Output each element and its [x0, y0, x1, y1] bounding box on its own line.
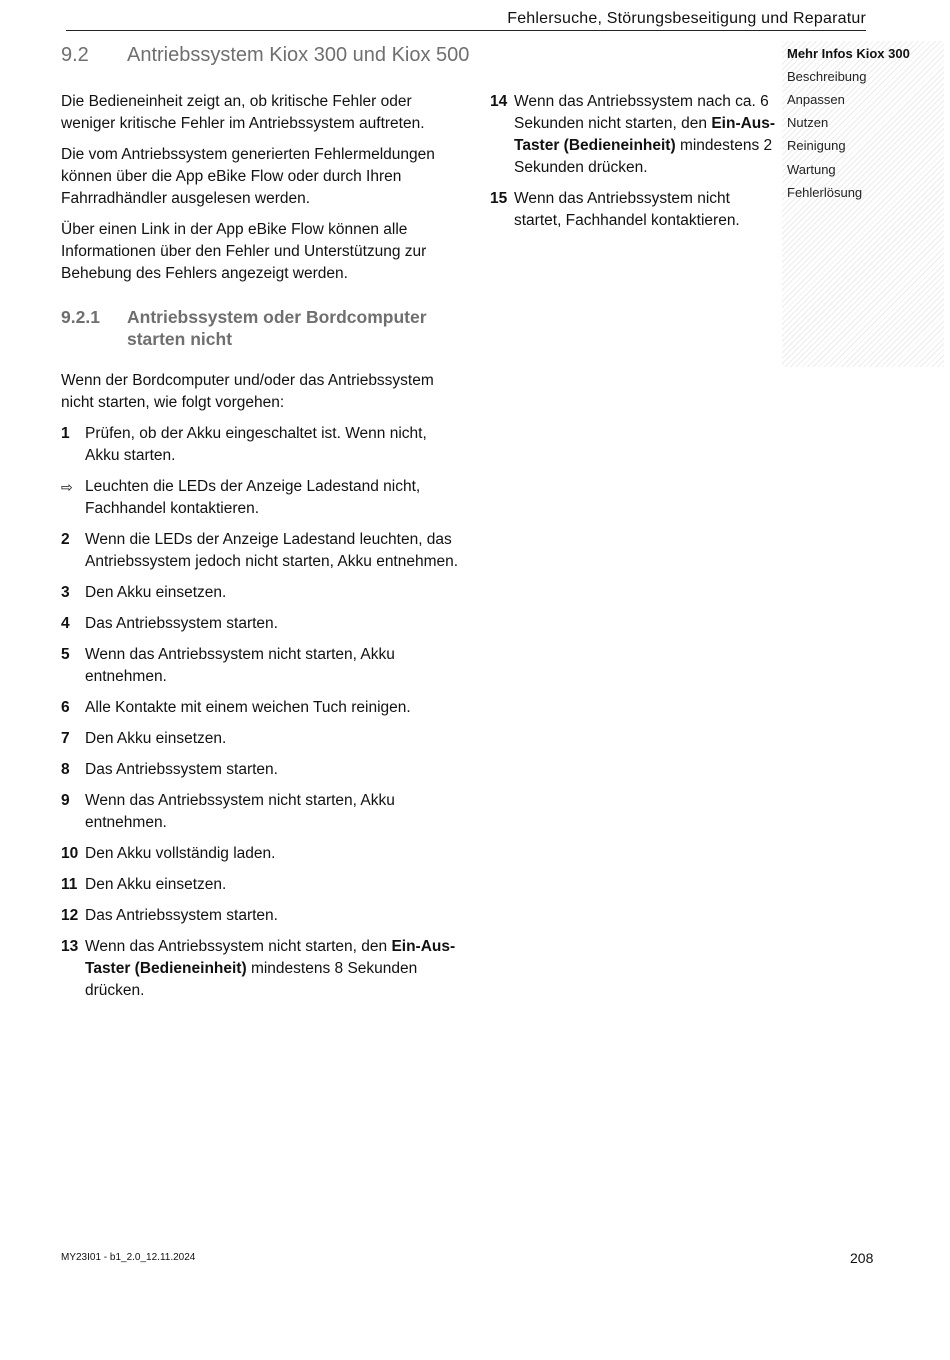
- step-text: Den Akku einsetzen.: [85, 730, 227, 747]
- footer-doc-id: MY23I01 - b1_2.0_12.11.2024: [61, 1252, 196, 1263]
- result-arrow-icon: ⇨: [61, 479, 73, 495]
- step-number: 12: [61, 907, 79, 924]
- step-number: 13: [61, 938, 79, 955]
- step-item: [61, 697, 461, 719]
- subsection-heading: [61, 306, 461, 350]
- step-text: Den Akku vollständig laden.: [85, 845, 276, 862]
- subsection-intro: Wenn der Bordcomputer und/oder das Antriebssystem nicht starten, wie folgt vorgehen:: [61, 372, 434, 411]
- intro-paragraph: Über einen Link in der App eBike Flow können alle Informationen über den Fehler und Unterstützung zur Behebung des Fehlers angezeigt werden.: [61, 221, 427, 282]
- step-text: Den Akku einsetzen.: [85, 876, 227, 893]
- section-number: 9.2: [61, 44, 89, 66]
- page-number: 208: [850, 1250, 874, 1266]
- step-text: Den Akku einsetzen.: [85, 584, 227, 601]
- step-text: Das Antriebssystem starten.: [85, 761, 278, 778]
- step-item: [61, 936, 461, 1002]
- step-text-part: mindestens 2 Sekunden drücken.: [514, 137, 773, 176]
- subsection-number: 9.2.1: [61, 307, 100, 327]
- step-item: [61, 790, 461, 834]
- step-item: [61, 423, 461, 467]
- step-text: [514, 91, 780, 179]
- button-name-emphasis: Ein-Aus-Taster (Bedieneinheit): [85, 938, 456, 977]
- step-item: [61, 644, 461, 688]
- step-text-part: Wenn das Antriebssystem nicht starten, den: [85, 938, 392, 955]
- sidebar-item-beschreibung[interactable]: Beschreibung: [787, 69, 867, 84]
- step-number: 4: [61, 615, 70, 632]
- step-text: Wenn das Antriebssystem nicht starten, Akku entnehmen.: [85, 646, 395, 685]
- button-name-emphasis: Ein-Aus-Taster (Bedieneinheit): [514, 115, 776, 154]
- step-text: Das Antriebssystem starten.: [85, 907, 278, 924]
- result-item: [61, 476, 461, 520]
- left-column: [61, 91, 461, 1011]
- step-number: 11: [61, 876, 78, 893]
- step-number: 7: [61, 730, 70, 747]
- step-number: 9: [61, 792, 70, 809]
- sidebar-item-nutzen[interactable]: Nutzen: [787, 115, 829, 130]
- header-title: Fehlersuche, Störungsbeseitigung und Reparatur: [507, 10, 866, 27]
- step-text: Wenn das Antriebssystem nicht starten, Akku entnehmen.: [85, 792, 395, 831]
- step-number: 15: [490, 190, 508, 207]
- section-heading: [61, 44, 469, 67]
- sidebar-item-mehr-infos[interactable]: Mehr Infos Kiox 300: [787, 46, 910, 61]
- sidebar-item-wartung[interactable]: Wartung: [787, 162, 836, 177]
- step-item: [61, 728, 461, 750]
- result-text: Leuchten die LEDs der Anzeige Ladestand nicht, Fachhandel kontaktieren.: [85, 478, 421, 517]
- step-item: [61, 843, 461, 865]
- step-number: 14: [490, 93, 508, 110]
- intro-paragraph: Die vom Antriebssystem generierten Fehlermeldungen können über die App eBike Flow oder durch Ihren Fahrradhändler ausgelesen werden.: [61, 146, 435, 207]
- subsection-title: Antriebssystem oder Bordcomputer starten nicht: [127, 307, 427, 349]
- step-item: [61, 613, 461, 635]
- sidebar-nav: [782, 41, 944, 367]
- step-text: Prüfen, ob der Akku eingeschaltet ist. Wenn nicht, Akku starten.: [85, 425, 427, 464]
- intro-paragraph: Die Bedieneinheit zeigt an, ob kritische Fehler oder weniger kritische Fehler im Antriebssystem auftreten.: [61, 93, 425, 132]
- sidebar-item-fehlerloesung[interactable]: Fehlerlösung: [787, 185, 863, 200]
- step-number: 8: [61, 761, 70, 778]
- right-column: [490, 91, 780, 241]
- step-item: [61, 874, 461, 896]
- step-text: Wenn das Antriebssystem nicht startet, Fachhandel kontaktieren.: [514, 190, 740, 229]
- step-item: [490, 91, 780, 179]
- sidebar-item-anpassen[interactable]: Anpassen: [787, 92, 845, 107]
- step-number: 3: [61, 584, 70, 601]
- step-number: 1: [61, 425, 70, 442]
- step-number: 2: [61, 531, 70, 548]
- step-text: Wenn die LEDs der Anzeige Ladestand leuchten, das Antriebssystem jedoch nicht starten, Akku entnehmen.: [85, 531, 459, 570]
- step-text: Alle Kontakte mit einem weichen Tuch reinigen.: [85, 699, 411, 716]
- step-number: 10: [61, 845, 79, 862]
- section-title: Antriebssystem Kiox 300 und Kiox 500: [127, 44, 470, 66]
- step-item: [490, 188, 780, 232]
- step-text: [85, 936, 461, 1002]
- step-text-part: Wenn das Antriebssystem nach ca. 6 Sekunden nicht starten, den: [514, 93, 769, 132]
- step-text-part: mindestens 8 Sekunden drücken.: [85, 960, 418, 999]
- step-item: [61, 759, 461, 781]
- header-rule: [66, 30, 866, 31]
- step-item: [61, 529, 461, 573]
- step-number: 5: [61, 646, 70, 663]
- step-number: 6: [61, 699, 70, 716]
- step-item: [61, 582, 461, 604]
- step-text: Das Antriebssystem starten.: [85, 615, 278, 632]
- sidebar-item-reinigung[interactable]: Reinigung: [787, 138, 846, 153]
- step-item: [61, 905, 461, 927]
